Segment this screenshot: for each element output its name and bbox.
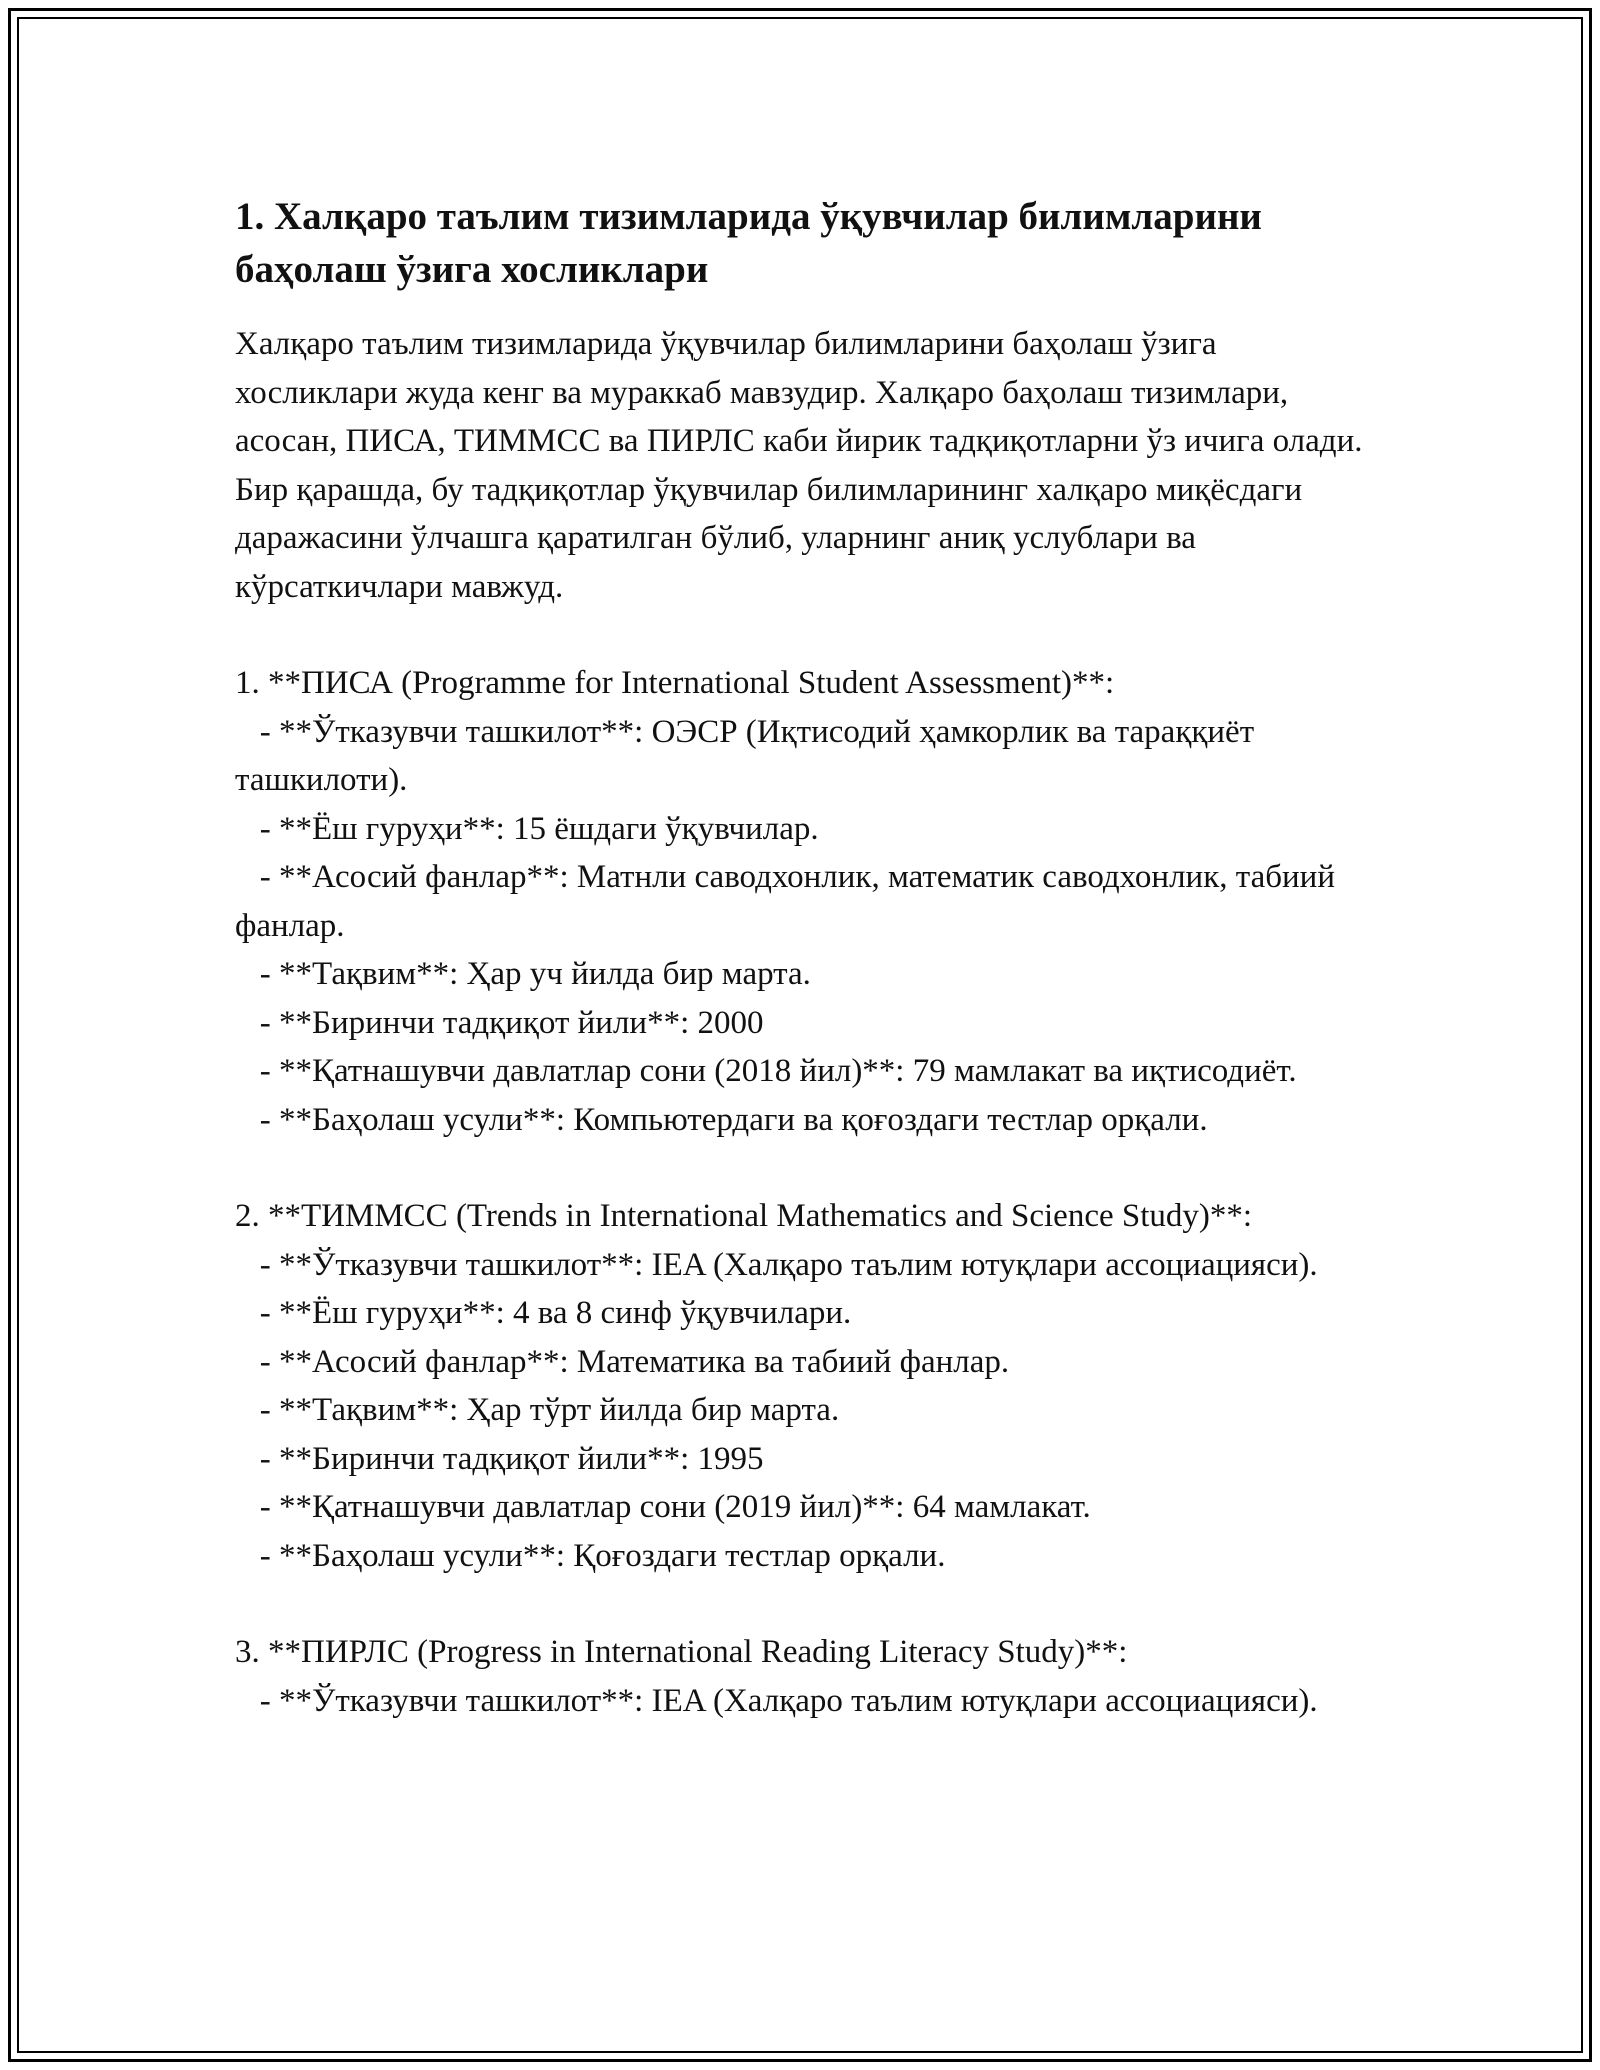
intro-paragraph: Халқаро таълим тизимларида ўқувчилар билимларини баҳолаш ўзига хосликлари жуда кенг ва мураккаб мавзудир. Халқаро баҳолаш тизимлари, асосан, ПИСА, ТИММСС ва ПИРЛС каби йирик тадқиқотларни ўз ичига олади. Бир қарашда, бу тадқиқотлар ўқувчилар билимларининг халқаро миқёсдаги даражасини ўлчашга қаратилган бўлиб, уларнинг аниқ услублари ва кўрсаткичлари мавжуд.: [235, 326, 1363, 605]
section-heading: 1. Халқаро таълим тизимларида ўқувчилар билимларини баҳолаш ўзига хосликлари: [235, 195, 1262, 291]
list-item: - **Биринчи тадқиқот йили**: 2000: [235, 1004, 764, 1041]
list-item: - **Ёш гуруҳи**: 4 ва 8 синф ўқувчилари.: [235, 1295, 852, 1331]
list-item: - **Асосий фанлар**: Матнли саводхонлик, математик саводхонлик, табиий фанлар.: [235, 859, 1344, 944]
list-item: - **Тақвим**: Ҳар тўрт йилда бир марта.: [235, 1392, 840, 1428]
assessment-section-pisa: [235, 659, 1385, 1144]
list-item: - **Тақвим**: Ҳар уч йилда бир марта.: [235, 956, 811, 992]
list-item: - **Асосий фанлар**: Математика ва табиий фанлар.: [235, 1343, 1010, 1380]
list-item: - **Биринчи тадқиқот йили**: 1995: [235, 1440, 764, 1477]
list-item: - **Ўтказувчи ташкилот**: ОЭСР (Иқтисодий ҳамкорлик ва тараққиёт ташкилоти).: [235, 713, 1263, 798]
list-item: - **Қатнашувчи давлатлар сони (2019 йил)**: 64 мамлакат.: [235, 1489, 1091, 1525]
section-title: 1. **ПИСА (Programme for International Student Assessment)**:: [235, 665, 1115, 701]
section-title: 2. **ТИММСС (Trends in International Mathematics and Science Study)**:: [235, 1198, 1253, 1234]
list-item: - **Ўтказувчи ташкилот**: IEA (Халқаро таълим ютуқлари ассоциацияси).: [235, 1682, 1318, 1719]
assessment-section-timss: [235, 1192, 1385, 1580]
list-item: - **Баҳолаш усули**: Қоғоздаги тестлар орқали.: [235, 1537, 946, 1574]
list-item: - **Ўтказувчи ташкилот**: IEA (Халқаро таълим ютуқлари ассоциацияси).: [235, 1246, 1318, 1283]
document-body: [235, 190, 1385, 1725]
section-title: 3. **ПИРЛС (Progress in International Reading Literacy Study)**:: [235, 1634, 1128, 1670]
list-item: - **Қатнашувчи давлатлар сони (2018 йил)**: 79 мамлакат ва иқтисодиёт.: [235, 1053, 1297, 1089]
assessment-section-pirls: [235, 1628, 1385, 1725]
list-item: - **Ёш гуруҳи**: 15 ёшдаги ўқувчилар.: [235, 810, 819, 847]
list-item: - **Баҳолаш усули**: Компьютердаги ва қоғоздаги тестлар орқали.: [235, 1101, 1208, 1138]
